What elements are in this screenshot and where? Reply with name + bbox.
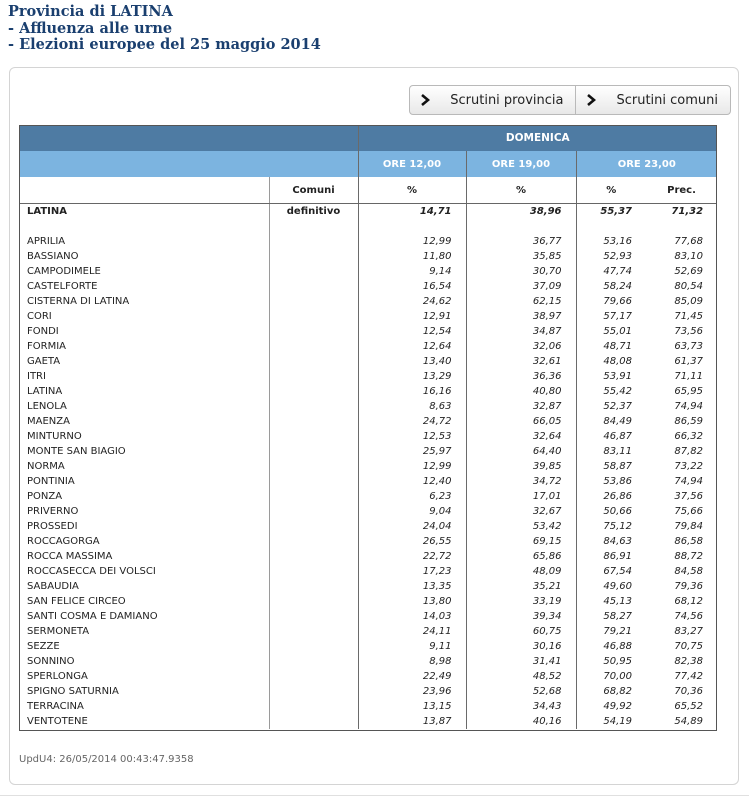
time-header-23: ORE 23,00 [576,151,717,177]
pct-23: 83,11 [576,444,646,459]
prec: 85,09 [674,296,704,307]
pct-23: 58,87 [576,459,646,474]
comune-name: SPIGNO SATURNIA [27,686,119,697]
comune-status [269,339,358,354]
pct-19: 40,16 [466,714,576,729]
table-row [19,489,717,504]
comune-name: MINTURNO [27,431,82,442]
pct-12: 26,55 [358,534,466,549]
pct-19: 60,75 [466,624,576,639]
comune-name: SEZZE [27,641,60,652]
day-header: DOMENICA [358,125,717,151]
header-province: Provincia di LATINA [8,3,173,20]
pct-23: 58,27 [576,609,646,624]
pct-23: 55,01 [576,324,646,339]
comune-status [269,324,358,339]
comune-name: MAENZA [27,416,70,427]
pct-23: 48,08 [576,354,646,369]
pct-23: 84,49 [576,414,646,429]
col-pct-23: % [576,177,646,204]
pct-12: 24,04 [358,519,466,534]
col-prec: Prec. [646,177,717,204]
table-row [19,354,717,369]
table-row [19,684,717,699]
comune-name: SERMONETA [27,626,90,637]
pct-19: 37,09 [466,279,576,294]
pct-19: 48,09 [466,564,576,579]
table-row [19,414,717,429]
pct-12: 12,54 [358,324,466,339]
page-bottom-divider [0,795,749,796]
pct-23: 58,24 [576,279,646,294]
table-row [19,714,717,729]
prec: 84,58 [674,566,704,577]
pct-19: 30,70 [466,264,576,279]
pct-19: 34,87 [466,324,576,339]
table-row [19,564,717,579]
time-header-12: ORE 12,00 [358,151,466,177]
col-pct-12: % [358,177,466,204]
comune-name: SONNINO [27,656,75,667]
header-election: - Elezioni europee del 25 maggio 2014 [8,36,321,53]
pct-23: 49,60 [576,579,646,594]
comune-name: CAMPODIMELE [27,266,101,277]
pct-23: 68,82 [576,684,646,699]
comune-status [269,249,358,264]
prec: 71,11 [674,371,704,382]
pct-12: 12,91 [358,309,466,324]
prec: 83,10 [674,251,704,262]
comune-name: PONTINIA [27,476,75,487]
comune-status [269,579,358,594]
prec: 66,32 [674,431,704,442]
comune-status [269,384,358,399]
chevron-right-icon [418,85,432,115]
comune-name: FONDI [27,326,59,337]
pct-12: 13,40 [358,354,466,369]
comune-name: PROSSEDI [27,521,78,532]
table-row [19,234,717,249]
prec: 82,38 [674,656,704,667]
table-row [19,309,717,324]
pct-23: 75,12 [576,519,646,534]
pct-19: 32,61 [466,354,576,369]
comune-status [269,264,358,279]
table-row [19,324,717,339]
prec: 79,84 [674,521,704,532]
scrutini-comuni-label: Scrutini comuni [616,92,718,108]
comune-name: FORMIA [27,341,66,352]
pct-19: 32,87 [466,399,576,414]
comune-status [269,294,358,309]
pct-19: 64,40 [466,444,576,459]
pct-19: 36,36 [466,369,576,384]
pct-23: 84,63 [576,534,646,549]
prec: 74,94 [674,476,704,487]
table-row [19,504,717,519]
pct-12: 12,64 [358,339,466,354]
pct-12: 14,03 [358,609,466,624]
comune-status [269,699,358,714]
pct-12: 13,15 [358,699,466,714]
pct-19: 32,06 [466,339,576,354]
comune-name: VENTOTENE [27,716,88,727]
pct-23: 57,17 [576,309,646,324]
pct-23: 49,92 [576,699,646,714]
total-row [19,204,717,225]
comune-name: SPERLONGA [27,671,88,682]
comune-name: MONTE SAN BIAGIO [27,446,126,457]
pct-23: 79,66 [576,294,646,309]
table-row [19,609,717,624]
table-row [19,444,717,459]
pct-12: 16,16 [358,384,466,399]
comune-name: CASTELFORTE [27,281,98,292]
page-header [8,4,321,54]
table-row [19,399,717,414]
comune-name: GAETA [27,356,61,367]
prec: 70,36 [674,686,704,697]
table-row [19,294,717,309]
total-v12: 14,71 [358,204,466,225]
prec: 86,58 [674,536,704,547]
prec: 74,94 [674,401,704,412]
pct-19: 32,64 [466,429,576,444]
comune-name: LENOLA [27,401,67,412]
table-row [19,654,717,669]
pct-19: 30,16 [466,639,576,654]
pct-19: 38,97 [466,309,576,324]
table-row [19,264,717,279]
pct-23: 47,74 [576,264,646,279]
prec: 86,59 [674,416,704,427]
comune-status [269,504,358,519]
prec: 54,89 [674,716,704,727]
pct-23: 53,91 [576,369,646,384]
comune-status [269,534,358,549]
pct-12: 13,80 [358,594,466,609]
comune-status [269,369,358,384]
pct-12: 9,11 [358,639,466,654]
pct-23: 52,93 [576,249,646,264]
comune-name: ROCCASECCA DEI VOLSCI [27,566,156,577]
comune-name: LATINA [27,386,63,397]
comune-status [269,669,358,684]
comune-status [269,279,358,294]
comune-name: CORI [27,311,52,322]
pct-19: 53,42 [466,519,576,534]
pct-12: 13,35 [358,579,466,594]
comune-status [269,489,358,504]
comune-status [269,414,358,429]
pct-19: 17,01 [466,489,576,504]
comune-status [269,519,358,534]
comune-status [269,474,358,489]
table-row [19,369,717,384]
pct-23: 70,00 [576,669,646,684]
pct-23: 50,95 [576,654,646,669]
prec: 73,56 [674,326,704,337]
pct-12: 24,62 [358,294,466,309]
comune-name: PRIVERNO [27,506,79,517]
comune-status [269,549,358,564]
prec: 52,69 [674,266,704,277]
pct-12: 25,97 [358,444,466,459]
comune-name: APRILIA [27,236,66,247]
header-row-day [19,125,717,151]
pct-23: 45,13 [576,594,646,609]
table-body [19,204,717,730]
header-row-times [19,151,717,177]
comune-status [269,714,358,729]
pct-12: 16,54 [358,279,466,294]
total-name: LATINA [27,206,67,217]
pct-12: 22,72 [358,549,466,564]
table-row [19,384,717,399]
header-row-columns [19,177,717,204]
comune-name: BASSIANO [27,251,79,262]
comune-status [269,609,358,624]
prec: 37,56 [674,491,704,502]
pct-23: 26,86 [576,489,646,504]
scrutini-provincia-button[interactable] [409,85,576,115]
prec: 68,12 [674,596,704,607]
comune-name: PONZA [27,491,63,502]
table-row [19,519,717,534]
comune-name: SAN FELICE CIRCEO [27,596,126,607]
table-row [19,639,717,654]
table-row [19,699,717,714]
pct-19: 35,21 [466,579,576,594]
prec: 63,73 [674,341,704,352]
comune-status [269,429,358,444]
pct-12: 13,29 [358,369,466,384]
table-row [19,249,717,264]
results-panel [9,67,739,785]
turnout-table [19,125,717,729]
col-comuni: Comuni [269,177,358,204]
table-row [19,474,717,489]
prec: 71,45 [674,311,704,322]
update-timestamp: UpdU4: 26/05/2014 00:43:47.9358 [19,754,194,765]
button-group [409,85,731,115]
pct-19: 39,34 [466,609,576,624]
prec: 88,72 [674,551,704,562]
pct-19: 34,43 [466,699,576,714]
pct-19: 52,68 [466,684,576,699]
pct-23: 67,54 [576,564,646,579]
prec: 77,42 [674,671,704,682]
table-row [19,339,717,354]
prec: 74,56 [674,611,704,622]
pct-19: 40,80 [466,384,576,399]
pct-19: 48,52 [466,669,576,684]
comune-name: NORMA [27,461,65,472]
pct-12: 22,49 [358,669,466,684]
header-subtitle: - Affluenza alle urne [8,19,173,37]
table-row [19,669,717,684]
time-header-19: ORE 19,00 [466,151,576,177]
pct-23: 53,86 [576,474,646,489]
pct-19: 69,15 [466,534,576,549]
pct-23: 52,37 [576,399,646,414]
pct-23: 48,71 [576,339,646,354]
pct-19: 36,77 [466,234,576,249]
comune-status [269,564,358,579]
prec: 61,37 [674,356,704,367]
pct-12: 24,11 [358,624,466,639]
pct-12: 8,63 [358,399,466,414]
pct-12: 8,98 [358,654,466,669]
comune-status [269,684,358,699]
comune-name: TERRACINA [27,701,84,712]
comune-status [269,654,358,669]
pct-23: 79,21 [576,624,646,639]
comune-name: CISTERNA DI LATINA [27,296,130,307]
pct-19: 65,86 [466,549,576,564]
scrutini-provincia-label: Scrutini provincia [450,92,564,108]
pct-12: 13,87 [358,714,466,729]
pct-23: 46,88 [576,639,646,654]
pct-12: 11,80 [358,249,466,264]
comune-status [269,354,358,369]
comune-name: SANTI COSMA E DAMIANO [27,611,158,622]
pct-23: 50,66 [576,504,646,519]
comune-name: ITRI [27,371,46,382]
pct-19: 31,41 [466,654,576,669]
pct-19: 33,19 [466,594,576,609]
pct-19: 62,15 [466,294,576,309]
comune-name: ROCCAGORGA [27,536,100,547]
pct-12: 9,04 [358,504,466,519]
comune-status [269,234,358,249]
pct-19: 39,85 [466,459,576,474]
total-v19: 38,96 [466,204,576,225]
pct-23: 54,19 [576,714,646,729]
pct-23: 86,91 [576,549,646,564]
comune-status [269,624,358,639]
pct-12: 12,40 [358,474,466,489]
prec: 79,36 [674,581,704,592]
pct-12: 12,99 [358,234,466,249]
pct-23: 53,16 [576,234,646,249]
pct-23: 46,87 [576,429,646,444]
comune-status [269,459,358,474]
pct-12: 24,72 [358,414,466,429]
pct-19: 66,05 [466,414,576,429]
prec: 87,82 [674,446,704,457]
comune-status [269,399,358,414]
pct-12: 9,14 [358,264,466,279]
pct-12: 17,23 [358,564,466,579]
table-row [19,594,717,609]
scrutini-comuni-button[interactable] [575,85,731,115]
prec: 73,22 [674,461,704,472]
table-row [19,429,717,444]
table-row [19,624,717,639]
pct-19: 32,67 [466,504,576,519]
comune-status [269,309,358,324]
pct-12: 6,23 [358,489,466,504]
table-row [19,279,717,294]
prec: 65,52 [674,701,704,712]
total-prec: 71,32 [671,206,704,217]
prec: 80,54 [674,281,704,292]
pct-23: 55,42 [576,384,646,399]
chevron-right-icon [584,85,598,115]
col-pct-19: % [466,177,576,204]
pct-19: 35,85 [466,249,576,264]
pct-12: 12,53 [358,429,466,444]
comune-name: SABAUDIA [27,581,79,592]
comune-name: ROCCA MASSIMA [27,551,113,562]
prec: 75,66 [674,506,704,517]
pct-12: 23,96 [358,684,466,699]
pct-12: 12,99 [358,459,466,474]
table-row [19,459,717,474]
table-row [19,534,717,549]
prec: 65,95 [674,386,704,397]
table-row [19,579,717,594]
comune-status [269,594,358,609]
total-status: definitivo [269,204,358,225]
total-v23: 55,37 [576,204,646,225]
comune-status [269,639,358,654]
prec: 83,27 [674,626,704,637]
comune-status [269,444,358,459]
table-row [19,549,717,564]
prec: 70,75 [674,641,704,652]
prec: 77,68 [674,236,704,247]
pct-19: 34,72 [466,474,576,489]
